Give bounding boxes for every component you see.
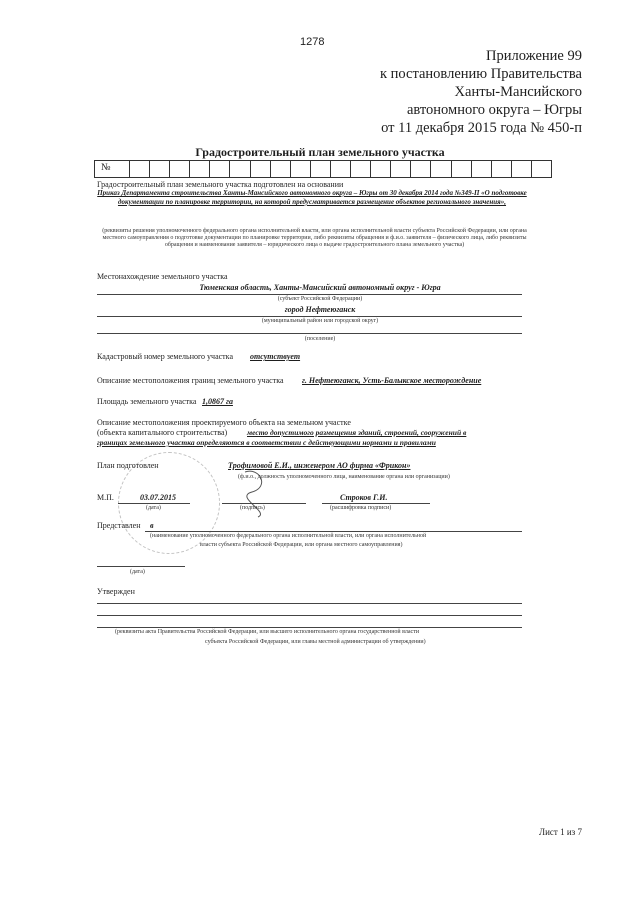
number-sign: №	[101, 162, 111, 173]
approved-label: Утвержден	[97, 587, 135, 596]
appendix-line-2: к постановлению Правительства	[380, 66, 582, 82]
boundary-label: Описание местоположения границ земельного участка	[97, 376, 284, 385]
date-note: (дата)	[146, 505, 161, 511]
location-label: Местонахождение земельного участка	[97, 272, 228, 281]
decoding-value: Строков Г.И.	[340, 493, 388, 502]
basis-value: Приказ Департамента строительства Ханты-Мансийского автономного округа – Югры от 30 декабря 2014 года №349-П «О подготовке документации по планировке территории, на которой предусматривается размещение объектов регионального значения»,	[97, 189, 527, 206]
settlement-note: (поселение)	[304, 336, 336, 342]
prepared-value: Трофимовой Е.И., инженером АО фирма «Фрикон»	[228, 461, 411, 470]
cadastral-value: отсутствует	[250, 352, 301, 361]
presented-label: Представлен	[97, 521, 141, 530]
approved-note-2: субъекта Российской Федерации, или главы местной администрации об утверждении)	[205, 639, 426, 645]
appendix-header	[252, 47, 582, 137]
sheet-counter: Лист 1 из 7	[539, 827, 582, 837]
number-cells	[129, 161, 551, 177]
document-title: Градостроительный план земельного участка	[195, 145, 445, 159]
plan-number-box	[94, 160, 552, 178]
presented-value: в	[150, 521, 154, 530]
subject-note: (субъект Российской Федерации)	[277, 296, 363, 302]
appendix-line-5: от 11 декабря 2015 года № 450-п	[381, 120, 582, 136]
signature-note: (подпись)	[240, 505, 265, 511]
area-value: 1,0867 га	[202, 397, 233, 406]
district-note: (муниципальный район или городской округ)	[261, 318, 379, 324]
appendix-line-1: Приложение 99	[486, 48, 582, 64]
object-value-1: место допустимого размещения зданий, строений, сооружений в	[247, 428, 467, 437]
prepared-note: (ф.и.о., должность уполномоченного лица, наименование органа или организации)	[238, 474, 450, 480]
prepared-label: План подготовлен	[97, 461, 159, 470]
boundary-value: г. Нефтеюганск, Усть-Балыкское месторождение	[302, 376, 482, 385]
object-value-2: границах земельного участка определяются в соответствии с действующими нормами и правилами	[97, 438, 436, 447]
date-value: 03.07.2015	[140, 493, 176, 502]
area-label: Площадь земельного участка	[97, 397, 197, 406]
presented-note-1: (наименование уполномоченного федерального органа исполнительной власти, или органа исполнительной	[150, 533, 427, 539]
appendix-line-3: Ханты-Мансийского	[454, 84, 582, 100]
object-label-2: (объекта капитального строительства)	[97, 428, 228, 437]
approved-note-1: (реквизиты акта Правительства Российской Федерации, или высшего исполнительного органа государственной власти	[115, 629, 420, 635]
mp-label: М.П.	[97, 493, 114, 502]
basis-label: Градостроительный план земельного участка подготовлен на основании	[97, 180, 344, 189]
presented-note-2: власти субъекта Российской Федерации, или органа местного самоуправления)	[200, 542, 403, 548]
basis-note: (реквизиты решения уполномоченного федерального органа исполнительной власти, или органа исполнительной власти субъекта Российской Федерации, или органа местного самоуправления о подготовке документации по планировке территории, либо реквизиты обращения и ф.и.о. заявителя – физического лица, либо реквизиты обращения и наименование заявителя – юридического лица о выдаче градостроительного плана земельного участка)	[102, 228, 527, 248]
signature-mark	[240, 462, 280, 522]
district-value: город Нефтеюганск	[284, 305, 356, 314]
page-number: 1278	[300, 36, 325, 48]
presented-date-note: (дата)	[130, 569, 145, 575]
subject-value: Тюменская область, Ханты-Мансийский автономный округ - Югра	[199, 283, 441, 292]
object-label-1: Описание местоположения проектируемого объекта на земельном участке	[97, 418, 351, 427]
cadastral-label: Кадастровый номер земельного участка	[97, 352, 233, 361]
appendix-line-4: автономного округа – Югры	[406, 102, 582, 118]
decoding-note: (расшифровка подписи)	[330, 505, 392, 511]
